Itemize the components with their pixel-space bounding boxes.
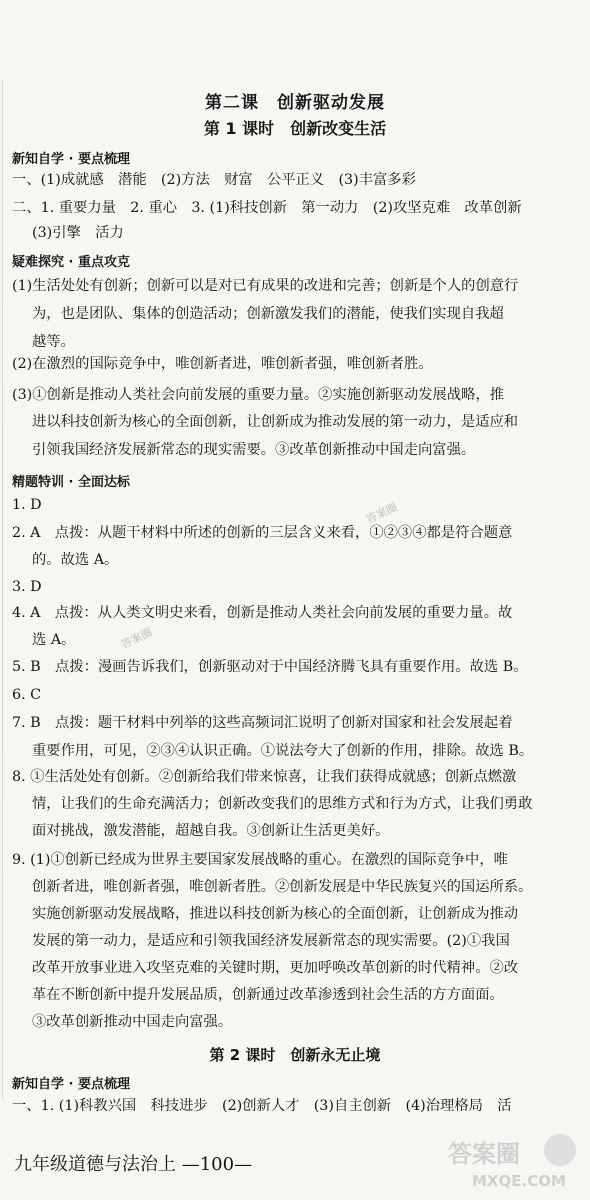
section-heading-xinzhi: 新知自学 · 要点梳理 bbox=[12, 152, 130, 167]
section-heading-jingti: 精题特训 · 全面达标 bbox=[12, 475, 130, 490]
answer-line: 6. C bbox=[12, 687, 42, 703]
text-line: 二、1. 重要力量 2. 重心 3. (1)科技创新 第一动力 (2)攻坚克难 改革创新 bbox=[12, 200, 522, 216]
text-line: 一、1. (1)科教兴国 科技进步 (2)创新人才 (3)自主创新 (4)治理格局 活 bbox=[12, 1098, 512, 1114]
answer-line: 面对挑战，激发潜能，超越自我。③创新让生活更美好。 bbox=[32, 823, 390, 839]
text-line: (3)引擎 活力 bbox=[32, 225, 124, 241]
watermark-stamp: 答案圈 bbox=[119, 625, 155, 652]
svg-text:答案圈: 答案圈 bbox=[448, 1140, 520, 1168]
answer-line: 的。故选 A。 bbox=[32, 552, 119, 568]
page-fold-shadow bbox=[2, 80, 3, 1100]
text-line: 进以科技创新为核心的全面创新，让创新成为推动发展的第一动力，是适应和 bbox=[32, 414, 519, 430]
site-logo bbox=[442, 1128, 582, 1192]
text-line: 一、(1)成就感 潜能 (2)方法 财富 公平正义 (3)丰富多彩 bbox=[12, 172, 416, 188]
text-line: (3)①创新是推动人类社会向前发展的重要力量。②实施创新驱动发展战略，推 bbox=[12, 387, 505, 403]
answer-line: 7. B 点拨：题干材料中列举的这些高频词汇说明了创新对国家和社会发展起着 bbox=[12, 715, 513, 731]
answer-line: 4. A 点拨：从人类文明史来看，创新是推动人类社会向前发展的重要力量。故 bbox=[12, 605, 513, 621]
section-heading-lesson2: 新知自学 · 要点梳理 bbox=[12, 1077, 130, 1092]
text-line: 为，也是团队、集体的创造活动；创新激发我们的潜能，使我们实现自我超 bbox=[32, 306, 504, 322]
lesson-2-title: 第 2 课时 创新永无止境 bbox=[209, 1046, 381, 1064]
section-heading-yinan: 疑难探究 · 重点攻克 bbox=[12, 255, 130, 270]
answer-line: 革在不断创新中提升发展品质，创新通过改革渗透到社会生活的方方面面。 bbox=[32, 987, 504, 1003]
answer-line: 情，让我们的生命充满活力；创新改变我们的思维方式和行为方式，让我们勇敢 bbox=[32, 796, 533, 812]
chapter-title: 第二课 创新驱动发展 bbox=[205, 93, 385, 113]
answer-line: 3. D bbox=[12, 579, 42, 595]
answer-line: 8. ①生活处处有创新。②创新给我们带来惊喜，让我们获得成就感；创新点燃激 bbox=[12, 769, 517, 785]
answer-line: 1. D bbox=[12, 497, 42, 513]
watermark-stamp: 答案圈 bbox=[364, 500, 400, 527]
answer-line: 重要作用，可见，②③④认识正确。①说法夸大了创新的作用，排除。故选 B。 bbox=[32, 743, 534, 759]
answer-line: 选 A。 bbox=[32, 632, 76, 648]
answer-line: 9. (1)①创新已经成为世界主要国家发展战略的重心。在激烈的国际竞争中，唯 bbox=[12, 852, 508, 868]
text-line: 越等。 bbox=[32, 334, 75, 350]
answer-line: 改革开放事业进入攻坚克难的关键时期，更加呼唤改革创新的时代精神。②改 bbox=[32, 960, 519, 976]
answer-line: 创新者进，唯创新者强，唯创新者胜。②创新发展是中华民族复兴的国运所系。 bbox=[32, 879, 533, 895]
text-line: (1)生活处处有创新；创新可以是对已有成果的改进和完善；创新是个人的创意行 bbox=[12, 278, 519, 294]
answer-line: 实施创新驱动发展战略，推进以科技创新为核心的全面创新，让创新成为推动 bbox=[32, 906, 519, 922]
answer-line: 2. A 点拨：从题干材料中所述的创新的三层含义来看，①②③④都是符合题意 bbox=[12, 525, 513, 541]
answer-line: 发展的第一动力，是适应和引领我国经济发展新常态的现实需要。(2)①我国 bbox=[32, 933, 510, 949]
answer-line: ③改革创新推动中国走向富强。 bbox=[32, 1014, 233, 1030]
text-line: (2)在激烈的国际竞争中，唯创新者进，唯创新者强，唯创新者胜。 bbox=[12, 356, 433, 372]
page-footer: 九年级道德与法治上 —100— bbox=[14, 1154, 253, 1175]
answer-line: 5. B 点拨：漫画告诉我们，创新驱动对于中国经济腾飞具有重要作用。故选 B。 bbox=[12, 659, 528, 675]
text-line: 引领我国经济发展新常态的现实需要。③改革创新推动中国走向富强。 bbox=[32, 442, 476, 458]
svg-text:MXQE.COM: MXQE.COM bbox=[472, 1172, 566, 1190]
lesson-1-title: 第 1 课时 创新改变生活 bbox=[203, 119, 387, 138]
